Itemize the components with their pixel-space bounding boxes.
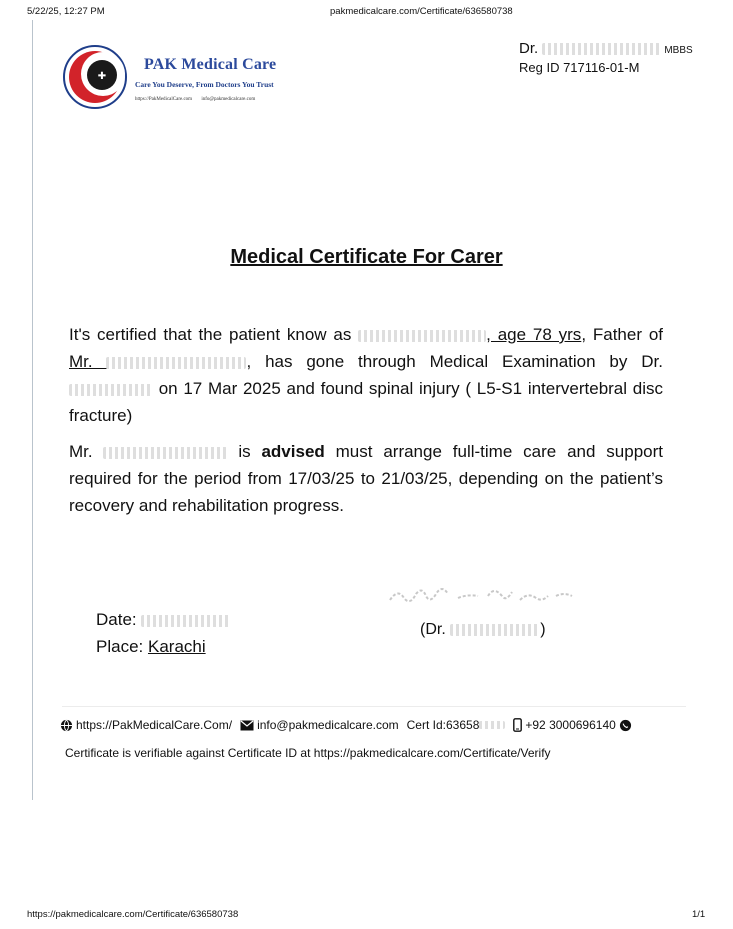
- signature-name: [420, 621, 546, 639]
- son-prefix: Mr.: [69, 352, 107, 371]
- para1-text: , Father of: [581, 325, 663, 344]
- print-page-number: 1/1: [692, 909, 706, 920]
- para2-text: must arrange full-time care and support required for the period from 17/03/25 to 21/03/25, depending on the patient’s recovery and rehabilitation progress.: [69, 442, 663, 515]
- para1-text: It's certified that the patient know as: [69, 325, 359, 344]
- footer-cert-id: [407, 718, 506, 732]
- certificate-title: Medical Certificate For Carer: [230, 246, 503, 268]
- doctor-prefix: Dr.: [519, 40, 539, 57]
- logo-tagline: Care You Deserve, From Doctors You Trust: [135, 80, 274, 89]
- examining-doctor-prefix: Dr.: [641, 352, 663, 371]
- pak-medical-care-logo: [62, 44, 302, 114]
- redacted-date: [141, 615, 231, 627]
- footer-email-text[interactable]: info@pakmedicalcare.com: [257, 718, 399, 732]
- patient-age: , age 78 yrs: [486, 325, 582, 344]
- footer-divider: [62, 706, 686, 707]
- print-footer-url: https://pakmedicalcare.com/Certificate/636580738: [27, 909, 239, 920]
- print-url: pakmedicalcare.com/Certificate/636580738: [330, 6, 513, 17]
- doctor-block: [519, 40, 693, 75]
- redacted-carer-name: [103, 447, 227, 459]
- redacted-signature-name: [450, 624, 540, 636]
- doctor-qualification: MBBS: [664, 45, 693, 56]
- footer-website[interactable]: [60, 718, 232, 732]
- print-datetime: 5/22/25, 12:27 PM: [27, 6, 105, 17]
- patient-name: [358, 325, 581, 344]
- whatsapp-icon: [619, 719, 632, 732]
- advised-keyword: advised: [261, 442, 325, 461]
- footer-phone[interactable]: [513, 718, 634, 732]
- logo-brand-name: PAK Medical Care: [144, 56, 277, 73]
- redacted-son-name: [106, 357, 246, 369]
- redacted-patient-name: [358, 330, 486, 342]
- logo-email: info@pakmedicalcare.com: [201, 97, 256, 102]
- sig-close: ): [540, 621, 546, 638]
- place-line: [96, 637, 206, 657]
- place-value: Karachi: [147, 637, 206, 656]
- globe-icon: [60, 719, 73, 732]
- para1-text: on 17 Mar 2025 and found spinal injury ( L5-S1 intervertebral disc fracture): [69, 379, 663, 425]
- cert-id-label: Cert Id:: [406, 718, 446, 732]
- crescent-logo-icon: [62, 44, 128, 110]
- logo-links: [135, 97, 263, 102]
- para1-text: , has gone through Medical Examination by: [246, 352, 642, 371]
- logo-website: https://PakMedicalCare.com: [135, 97, 193, 102]
- doctor-reg-id: Reg ID 717116-01-M: [519, 60, 640, 75]
- footer-phone-text[interactable]: +92 3000696140: [525, 718, 616, 732]
- verification-note: Certificate is verifiable against Certificate ID at https://pakmedicalcare.com/Certificate/Verify: [65, 746, 551, 760]
- cert-id-value: 63658: [446, 718, 480, 732]
- doctor-name: [519, 40, 693, 57]
- son-name: [69, 352, 246, 371]
- sig-open: (Dr.: [420, 621, 451, 638]
- doctor-signature: [380, 570, 590, 620]
- mobile-phone-icon: [513, 718, 522, 732]
- place-label: Place:: [96, 637, 148, 656]
- contact-row: [60, 718, 643, 732]
- carer-prefix: Mr.: [69, 442, 104, 461]
- page-margin-line: [32, 20, 33, 800]
- certificate-paragraph-2: [69, 438, 663, 519]
- footer-website-text[interactable]: https://PakMedicalCare.Com/: [76, 718, 233, 732]
- svg-text:✚: ✚: [97, 71, 107, 82]
- footer-email[interactable]: [240, 718, 399, 732]
- certificate-paragraph-1: [69, 321, 663, 429]
- para2-text: is: [227, 442, 262, 461]
- redacted-cert-id: [479, 721, 505, 729]
- redacted-doctor-name: [542, 43, 660, 55]
- date-value: [141, 610, 231, 629]
- envelope-icon: [240, 720, 254, 731]
- date-label: Date:: [96, 610, 142, 629]
- date-line: [96, 610, 231, 630]
- redacted-examining-doctor: [69, 384, 153, 396]
